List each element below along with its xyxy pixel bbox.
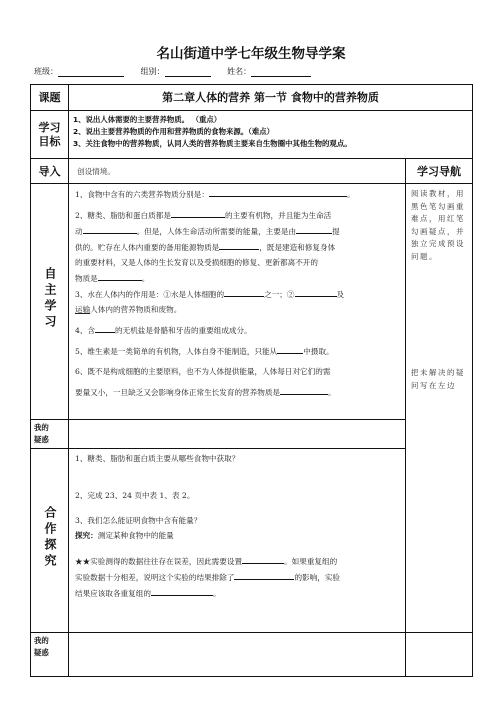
coop-question-3: 3、我们怎么能证明食物中含有能量？ bbox=[75, 516, 202, 525]
answer-blank[interactable] bbox=[95, 322, 115, 333]
explore-line: 探究：测定某种食物中的能量 bbox=[75, 531, 174, 540]
student-info-row bbox=[34, 66, 325, 77]
question-4: 4、含 的无机盐是骨骼和牙齿的重要组成成分。 bbox=[75, 322, 399, 338]
group-blank[interactable] bbox=[165, 67, 211, 77]
goal-item: 1、说出人体需要的主要营养物质。 （重点） bbox=[73, 115, 222, 124]
answer-blank[interactable] bbox=[277, 343, 303, 354]
coop-question-1: 1、糖类、脂肪和蛋白质主要从哪些食物中获取？ bbox=[75, 454, 240, 463]
answer-blank[interactable] bbox=[83, 223, 137, 234]
goals-list bbox=[69, 111, 473, 159]
topic-title: 第二章人体的营养 第一节 食物中的营养物质 bbox=[69, 85, 473, 111]
answer-blank[interactable] bbox=[234, 569, 294, 580]
question-1: 1、食物中含有的六类营养物质分别是： 。 bbox=[75, 186, 399, 202]
self-study-questions: 1、食物中含有的六类营养物质分别是： 。 2、糖类、脂肪和蛋白质都是 的主要有机物，并且能为生命活 动 。但是，人体生命活动所需要的能量，主要是由 提 供的。贮存在人体内重要的备用能源物质是 ，既是建造和修复身体 的重要材料，又是人体的生长发育以及受损细胞的修复、更新都离不开的 物质是 。 3、水在人体内的作用是：①水是人体细胞的 之一；② 及 运输人体内的营养物质和废物。 4、含 的无机盐是骨骼和牙齿的重要组成成分。 5、维生素是一类简单的有机物，人体自身不能制造，只能从 中摄取。 6、既不是构成细胞的主要原料，也不为人体提供能量，人体每日对它们的需 要量又小，一旦缺乏又会影响身体正常生长发育的营养物质是 。 bbox=[69, 184, 406, 420]
answer-blank[interactable] bbox=[224, 286, 264, 297]
goal-item: 3、关注食物中的营养物质，认同人类的营养物质主要来自生物圈中其他生物的观点。 bbox=[73, 139, 352, 148]
answer-blank[interactable] bbox=[296, 223, 332, 234]
page-title: 名山街道中学七年级生物导学案 bbox=[156, 46, 346, 62]
doubt-label: 我的疑惑 bbox=[31, 420, 69, 449]
cooperate-label: 合作探究 bbox=[31, 449, 69, 633]
answer-blank[interactable] bbox=[219, 239, 259, 250]
coop-question-2: 2、完成 23、24 页中表 1、表 2。 bbox=[75, 491, 195, 500]
topic-label: 课题 bbox=[31, 85, 69, 111]
answer-blank[interactable] bbox=[295, 286, 337, 297]
self-study-label: 自主学习 bbox=[31, 184, 69, 420]
question-2: 2、糖类、脂肪和蛋白质都是 的主要有机物，并且能为生命活 bbox=[75, 207, 399, 223]
self-study-row bbox=[31, 184, 473, 420]
doubt-label-2: 我的疑惑 bbox=[31, 633, 69, 677]
name-label: 姓名： bbox=[227, 67, 252, 76]
guide-header: 学习导航 bbox=[406, 159, 473, 184]
star-question: ★★实验测得的数据往往存在误差，因此需要设置 。如果重复组的 bbox=[75, 553, 399, 569]
answer-blank[interactable] bbox=[242, 553, 284, 564]
doubt-answer-area[interactable] bbox=[69, 420, 406, 449]
guide-note-1: 阅读教材，用黑色笔勾画重难点，用红笔勾画疑点，并独立完成预设问题。 bbox=[411, 189, 465, 261]
question-5: 5、维生素是一类简单的有机物，人体自身不能制造，只能从 中摄取。 bbox=[75, 343, 399, 359]
question-3: 3、水在人体内的作用是：①水是人体细胞的 之一；② 及 bbox=[75, 286, 399, 302]
guide-note-2: 把未解决的疑问写在左边 bbox=[411, 368, 465, 390]
answer-blank[interactable] bbox=[98, 270, 142, 281]
doubt-row-2 bbox=[31, 633, 473, 677]
goals-label: 学习目标 bbox=[31, 111, 69, 159]
topic-row bbox=[31, 85, 473, 111]
guide-notes bbox=[406, 184, 473, 633]
class-blank[interactable] bbox=[58, 67, 124, 77]
doubt-answer-area-2[interactable] bbox=[69, 633, 406, 677]
cooperate-questions: 1、糖类、脂肪和蛋白质主要从哪些食物中获取？ 2、完成 23、24 页中表 1、表 2。 3、我们怎么能证明食物中含有能量？ 探究：测定某种食物中的能量 ★★实验测得的数据往往存在误差，因此需要设置 。如果重复组的 实验数据十分相差，说明这个实验的结果排除了 的影响，实验 结果应该取各重复组的 。 bbox=[69, 449, 406, 633]
answer-blank[interactable] bbox=[280, 384, 328, 395]
answer-blank[interactable] bbox=[151, 585, 213, 596]
name-blank[interactable] bbox=[251, 67, 311, 77]
intro-row bbox=[31, 159, 473, 184]
answer-blank[interactable] bbox=[209, 186, 347, 197]
intro-label: 导入 bbox=[31, 159, 69, 184]
study-guide-table bbox=[30, 84, 473, 677]
class-label: 班级： bbox=[34, 67, 58, 76]
question-6: 6、既不是构成细胞的主要原料，也不为人体提供能量，人体每日对它们的需 bbox=[75, 367, 331, 376]
guide-empty-cell bbox=[406, 633, 473, 677]
goal-item: 2、说出主要营养物质的作用和营养物质的食物来源。（难点） bbox=[73, 127, 274, 136]
answer-blank[interactable] bbox=[171, 207, 225, 218]
goals-row bbox=[31, 111, 473, 159]
group-label: 组别： bbox=[140, 67, 165, 76]
intro-text: 创设情境。 bbox=[69, 159, 406, 184]
